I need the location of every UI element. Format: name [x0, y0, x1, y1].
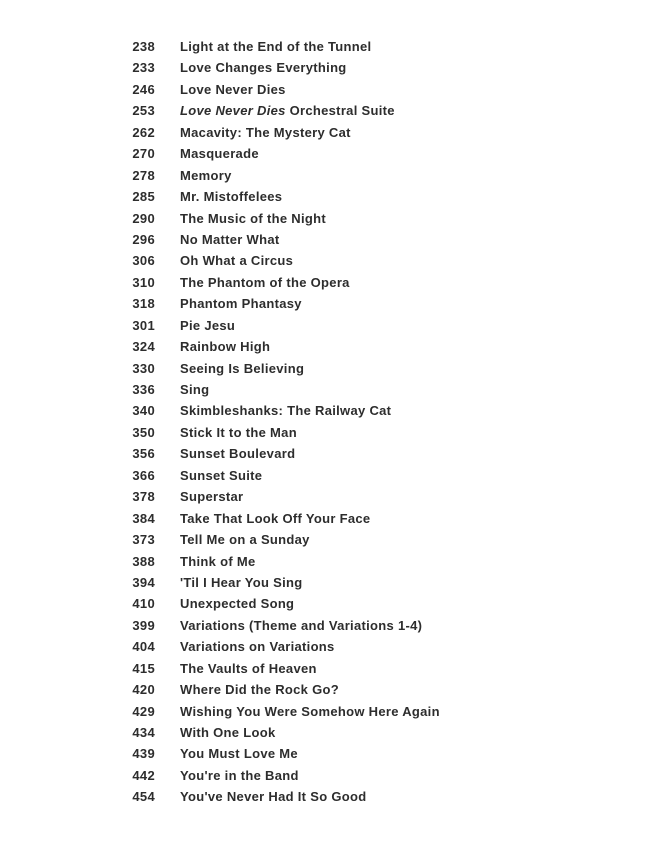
page-number: 324 [132, 339, 155, 355]
song-title [180, 400, 391, 421]
list-item [0, 658, 648, 679]
list-item [0, 679, 648, 700]
list-item [0, 208, 648, 229]
page-number: 253 [132, 103, 155, 119]
list-item [0, 229, 648, 250]
page-number: 404 [132, 639, 155, 655]
song-title-part: Love Changes Everything [180, 60, 347, 76]
list-item [0, 636, 648, 657]
list-item [0, 315, 648, 336]
list-item [0, 529, 648, 550]
page-number: 399 [132, 617, 155, 633]
list-item [0, 122, 648, 143]
list-item [0, 701, 648, 722]
song-title-part: Light at the End of the Tunnel [180, 39, 372, 54]
song-title [180, 379, 209, 400]
list-item [0, 165, 648, 186]
list-item [0, 743, 648, 764]
song-title [180, 658, 317, 679]
page-number: 429 [132, 703, 155, 719]
song-title [180, 358, 304, 379]
song-title-part: Masquerade [180, 146, 259, 162]
song-title-part: Where Did the Rock Go? [180, 682, 340, 698]
song-title-part: The Phantom of the Opera [180, 274, 350, 290]
song-title [180, 743, 298, 764]
page-number: 366 [132, 467, 155, 483]
song-title-part: Mr. Mistoffelees [180, 189, 283, 205]
song-title [180, 679, 339, 700]
page-number: 310 [132, 274, 155, 290]
song-title [180, 422, 297, 443]
page-number: 442 [132, 767, 155, 783]
song-title-part: Take That Look Off Your Face [180, 510, 371, 526]
song-title [180, 186, 282, 207]
song-title-part: Sunset Suite [180, 467, 263, 483]
song-title [180, 336, 270, 357]
song-title-part: The Vaults of Heaven [180, 660, 317, 676]
song-title-part: 'Til I Hear You Sing [180, 574, 303, 590]
page-number: 356 [132, 446, 155, 462]
song-title-part: Rainbow High [180, 339, 271, 355]
song-title-part: Pie Jesu [180, 317, 236, 333]
song-title [180, 765, 299, 786]
list-item [0, 443, 648, 464]
page-number: 373 [132, 532, 155, 548]
song-title-part: You're in the Band [180, 767, 299, 783]
list-item [0, 400, 648, 421]
song-title [180, 315, 235, 336]
song-title-part: Seeing Is Believing [180, 360, 305, 376]
list-item [0, 358, 648, 379]
list-item [0, 143, 648, 164]
song-title-part: The Music of the Night [180, 210, 326, 226]
page-number: 384 [132, 510, 155, 526]
song-title-italic-part: Love Never Dies [180, 103, 286, 119]
song-title [180, 229, 280, 250]
page-number: 246 [132, 81, 155, 97]
song-title-part: Variations on Variations [180, 639, 335, 655]
list-item [0, 100, 648, 121]
song-title-part: Oh What a Circus [180, 253, 294, 269]
list-item [0, 465, 648, 486]
song-title [180, 465, 262, 486]
list-item [0, 722, 648, 743]
list-item [0, 36, 648, 57]
page-number: 454 [132, 789, 155, 805]
song-title [180, 551, 256, 572]
page-number: 262 [132, 124, 155, 140]
song-title-part: Superstar [180, 489, 244, 505]
page-number: 238 [132, 39, 155, 54]
song-title [180, 572, 303, 593]
song-title-part: Variations (Theme and Variations 1-4) [180, 617, 423, 633]
song-title [180, 165, 232, 186]
song-title [180, 443, 295, 464]
page-number: 296 [132, 231, 155, 247]
page-number: 350 [132, 424, 155, 440]
song-title [180, 100, 395, 121]
song-title-part: Tell Me on a Sunday [180, 532, 310, 548]
song-title-part: No Matter What [180, 231, 280, 247]
song-title [180, 272, 350, 293]
song-title-part: Think of Me [180, 553, 256, 569]
page-number: 394 [132, 574, 155, 590]
page-number: 285 [132, 189, 155, 205]
song-title [180, 593, 294, 614]
song-title [180, 36, 371, 57]
list-item [0, 786, 648, 807]
song-title-part: Love Never Dies [180, 81, 286, 97]
page-number: 336 [132, 382, 155, 397]
page-number: 306 [132, 253, 155, 269]
song-title [180, 250, 293, 271]
song-title-part: Phantom Phantasy [180, 296, 302, 312]
list-item [0, 765, 648, 786]
song-title-part: With One Look [180, 725, 276, 740]
list-item [0, 593, 648, 614]
song-title [180, 722, 276, 743]
page-number: 301 [132, 317, 155, 333]
page-number: 290 [132, 210, 155, 226]
list-item [0, 486, 648, 507]
page-number: 378 [132, 489, 155, 505]
list-item [0, 272, 648, 293]
list-item [0, 57, 648, 78]
song-title [180, 122, 351, 143]
list-item [0, 508, 648, 529]
song-title-part: Skimbleshanks: The Railway Cat [180, 403, 392, 419]
song-title [180, 636, 335, 657]
song-title [180, 529, 310, 550]
list-item [0, 186, 648, 207]
page-number: 233 [132, 60, 155, 76]
list-item [0, 572, 648, 593]
song-title [180, 786, 366, 807]
page-number: 330 [132, 360, 155, 376]
song-title [180, 57, 347, 78]
song-title [180, 701, 440, 722]
song-title-part: Macavity: The Mystery Cat [180, 124, 351, 140]
song-title-part: Wishing You Were Somehow Here Again [180, 703, 440, 719]
page-number: 270 [132, 146, 155, 162]
list-item [0, 615, 648, 636]
song-title-part: Orchestral Suite [285, 103, 395, 119]
song-title-part: You Must Love Me [180, 746, 298, 762]
list-item [0, 336, 648, 357]
song-title-part: Sunset Boulevard [180, 446, 296, 462]
page-number: 439 [132, 746, 155, 762]
list-item [0, 79, 648, 100]
song-list [0, 36, 648, 808]
song-title-part: You've Never Had It So Good [180, 789, 367, 805]
song-title [180, 486, 243, 507]
list-item [0, 250, 648, 271]
song-title-part: Sing [180, 382, 210, 397]
song-title-part: Unexpected Song [180, 596, 295, 612]
page-number: 410 [132, 596, 155, 612]
page-number: 388 [132, 553, 155, 569]
page-number: 278 [132, 167, 155, 183]
list-item [0, 422, 648, 443]
page-number: 434 [132, 725, 155, 740]
page-number: 415 [132, 660, 155, 676]
song-title-part: Stick It to the Man [180, 424, 297, 440]
song-title [180, 143, 259, 164]
song-title [180, 293, 302, 314]
page-number: 420 [132, 682, 155, 698]
song-title [180, 508, 370, 529]
song-title [180, 615, 422, 636]
song-title [180, 79, 286, 100]
list-item [0, 293, 648, 314]
list-item [0, 379, 648, 400]
song-title [180, 208, 326, 229]
song-title-part: Memory [180, 167, 232, 183]
page-number: 318 [132, 296, 155, 312]
list-item [0, 551, 648, 572]
page-number: 340 [132, 403, 155, 419]
